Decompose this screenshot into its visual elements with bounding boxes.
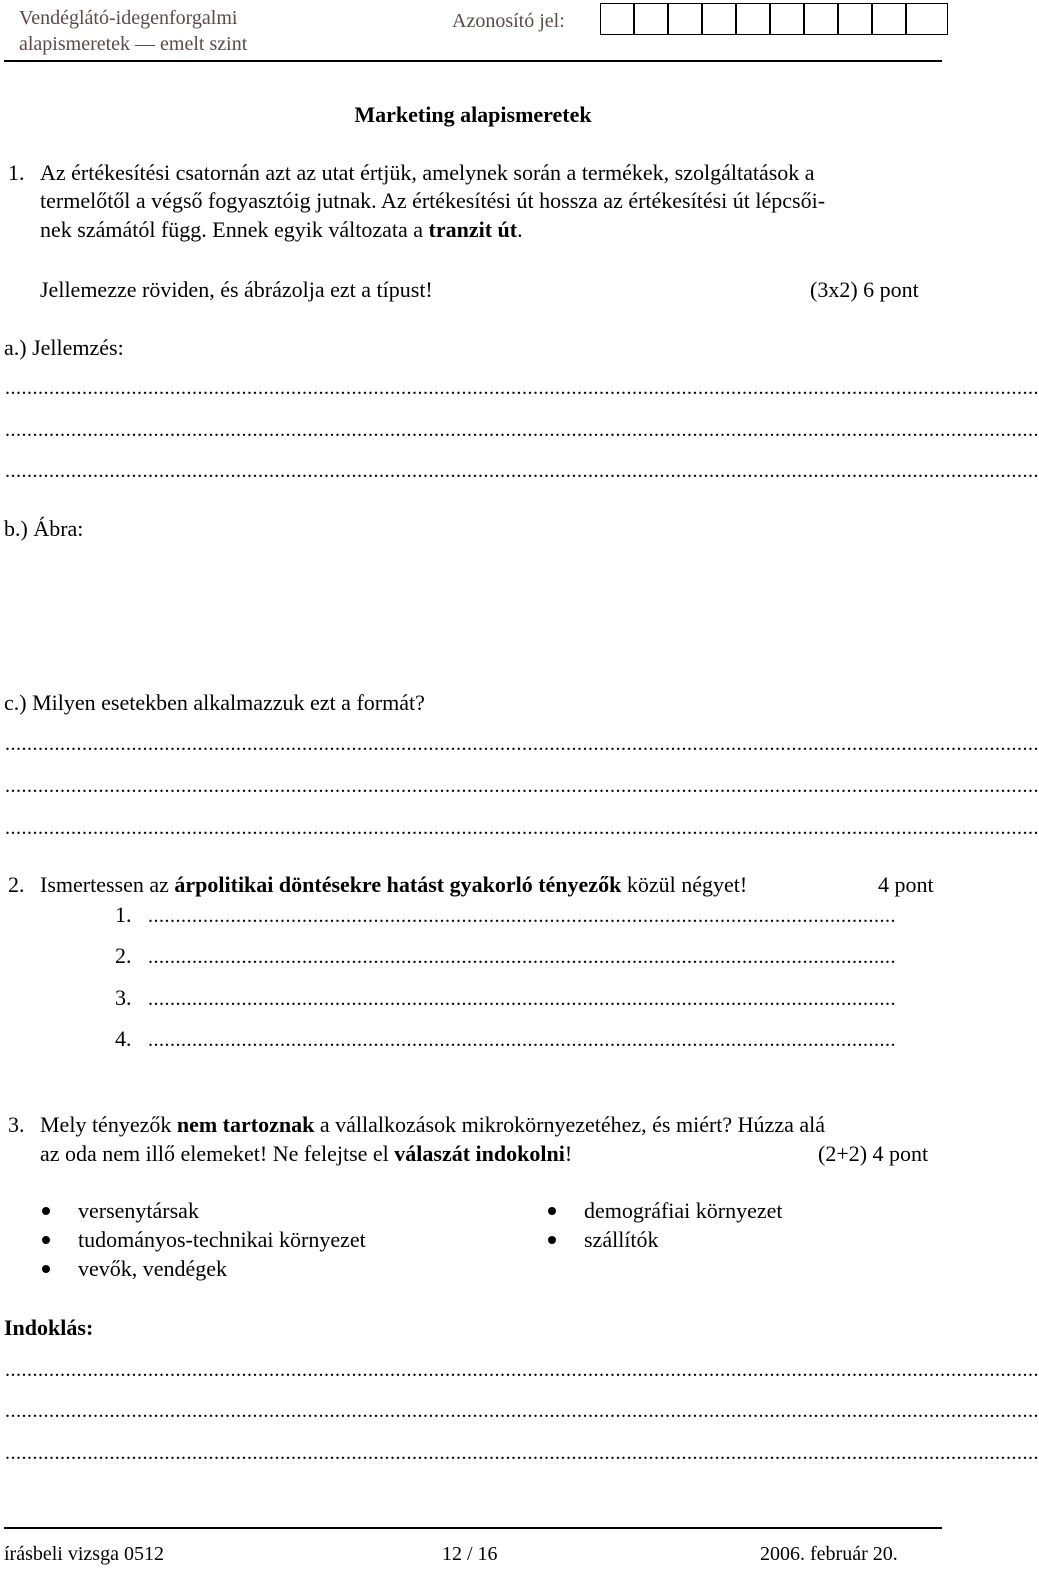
q1-c-label: c.) Milyen esetekben alkalmazzuk ezt a formát? bbox=[4, 690, 425, 715]
answer-line[interactable]: ............................................................................................................................................................................................ bbox=[5, 1442, 1039, 1464]
answer-line[interactable]: ............................................................................................................................................................................................ bbox=[5, 733, 1039, 755]
q1-task: Jellemezze röviden, és ábrázolja ezt a típust! bbox=[40, 277, 433, 302]
id-label: Azonosító jel: bbox=[452, 10, 565, 32]
footer-date: 2006. február 20. bbox=[760, 1543, 898, 1565]
option-item[interactable]: versenytársak bbox=[78, 1198, 199, 1223]
q3-reason-label: Indoklás: bbox=[4, 1315, 94, 1340]
option-item[interactable]: szállítók bbox=[584, 1227, 659, 1252]
answer-line[interactable]: ........................................................................................................................................ bbox=[148, 905, 896, 927]
answer-line[interactable]: ........................................................................................................................................ bbox=[148, 988, 896, 1010]
q1-points: (3x2) 6 pont bbox=[810, 277, 919, 302]
bullet-icon bbox=[548, 1207, 556, 1215]
q2-item-number: 4. bbox=[115, 1026, 132, 1051]
q1-text-line2: termelőtől a végső fogyasztóig jutnak. Az értékesítési út hossza az értékesítési út lépcsői- bbox=[40, 188, 826, 213]
answer-line[interactable]: ............................................................................................................................................................................................ bbox=[5, 419, 1039, 441]
bullet-icon bbox=[42, 1236, 50, 1244]
answer-line[interactable]: ............................................................................................................................................................................................ bbox=[5, 1359, 1039, 1381]
q3-points: (2+2) 4 pont bbox=[818, 1141, 929, 1166]
option-item[interactable]: demográfiai környezet bbox=[584, 1198, 783, 1223]
bullet-icon bbox=[42, 1207, 50, 1215]
q1-b-label: b.) Ábra: bbox=[4, 516, 84, 541]
answer-line[interactable]: ........................................................................................................................................ bbox=[148, 1029, 896, 1051]
answer-line[interactable]: ........................................................................................................................................ bbox=[148, 946, 896, 968]
q2-number: 2. bbox=[8, 872, 25, 897]
header-rule bbox=[4, 60, 942, 62]
bullet-icon bbox=[548, 1236, 556, 1244]
q1-text-line3: nek számától függ. Ennek egyik változata a tranzit út. bbox=[40, 217, 523, 242]
footer-rule bbox=[4, 1527, 942, 1529]
q3-text-line1: Mely tényezők nem tartoznak a vállalkozások mikrokörnyezetéhez, és miért? Húzza alá bbox=[40, 1112, 825, 1137]
option-item[interactable]: tudományos-technikai környezet bbox=[78, 1227, 366, 1252]
footer-page-number: 12 / 16 bbox=[442, 1543, 498, 1565]
header-subject-line1: Vendéglátó-idegenforgalmi bbox=[19, 7, 238, 29]
q1-number: 1. bbox=[8, 160, 25, 185]
answer-line[interactable]: ............................................................................................................................................................................................ bbox=[5, 775, 1039, 797]
answer-line[interactable]: ............................................................................................................................................................................................ bbox=[5, 377, 1039, 399]
header-subject-line2: alapismeretek — emelt szint bbox=[19, 33, 248, 55]
diagram-answer-area[interactable] bbox=[4, 548, 922, 678]
answer-line[interactable]: ............................................................................................................................................................................................ bbox=[5, 1400, 1039, 1422]
q2-text: Ismertessen az árpolitikai döntésekre hatást gyakorló tényezők közül négyet! bbox=[40, 872, 748, 897]
q1-a-label: a.) Jellemzés: bbox=[4, 335, 124, 360]
option-item[interactable]: vevők, vendégek bbox=[78, 1256, 228, 1281]
footer-exam-code: írásbeli vizsga 0512 bbox=[4, 1543, 164, 1565]
q2-item-number: 2. bbox=[115, 943, 132, 968]
q1-text-line1: Az értékesítési csatornán azt az utat értjük, amelynek során a termékek, szolgáltatások a bbox=[40, 160, 815, 185]
bullet-icon bbox=[42, 1265, 50, 1273]
q2-points: 4 pont bbox=[878, 872, 934, 897]
answer-line[interactable]: ............................................................................................................................................................................................ bbox=[5, 460, 1039, 482]
q2-item-number: 3. bbox=[115, 985, 132, 1010]
section-title: Marketing alapismeretek bbox=[354, 102, 592, 127]
answer-line[interactable]: ............................................................................................................................................................................................ bbox=[5, 817, 1039, 839]
q2-item-number: 1. bbox=[115, 902, 132, 927]
q3-number: 3. bbox=[8, 1112, 25, 1137]
q3-text-line2: az oda nem illő elemeket! Ne felejtse el válaszát indokolni! bbox=[40, 1141, 573, 1166]
